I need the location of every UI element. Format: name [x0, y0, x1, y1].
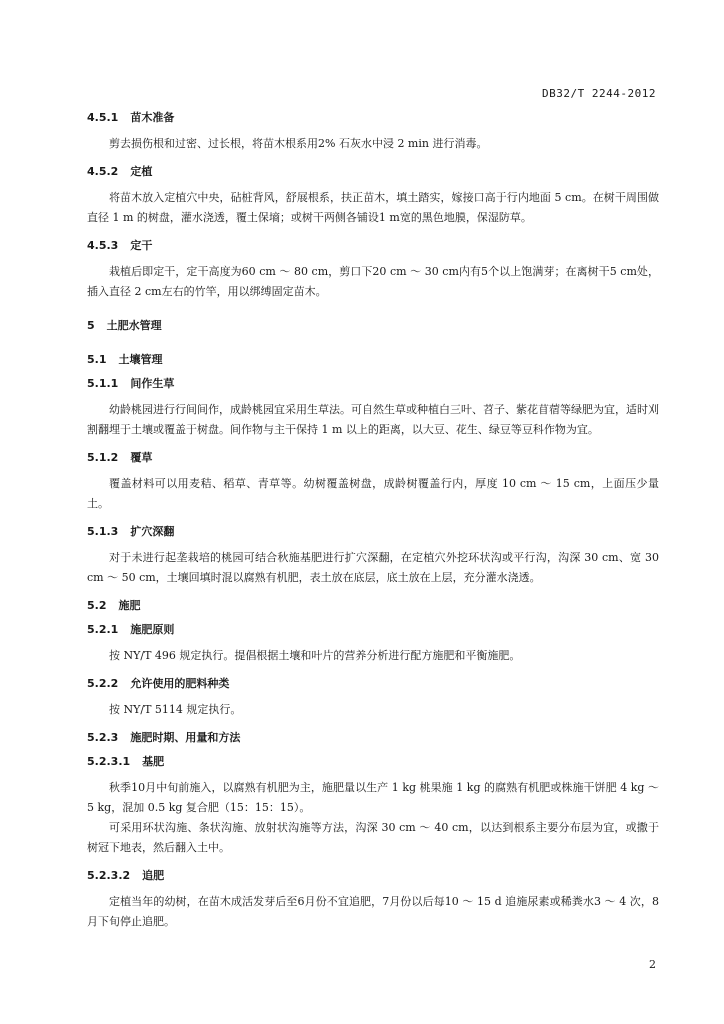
- section-number: 5.2.3.1: [87, 755, 131, 768]
- section-4-5-2: [87, 164, 659, 228]
- section-number: 5.2.3: [87, 731, 119, 744]
- section-5-2-3-2: [87, 868, 659, 932]
- section-heading: [87, 376, 659, 392]
- section-5-2-1: [87, 622, 659, 666]
- section-heading: [87, 754, 659, 770]
- section-number: 4.5.3: [87, 239, 119, 252]
- section-number: 4.5.2: [87, 165, 119, 178]
- section-heading: [87, 352, 659, 368]
- paragraph: 剪去损伤根和过密、过长根，将苗木根系用2% 石灰水中浸 2 min 进行消毒。: [109, 137, 488, 150]
- section-heading: [87, 524, 659, 540]
- section-heading: [87, 868, 659, 884]
- section-title: 土壤管理: [118, 353, 163, 366]
- section-heading: [87, 730, 659, 746]
- section-heading: [87, 110, 659, 126]
- section-title: 施肥: [118, 599, 141, 612]
- section-number: 5.2.2: [87, 677, 119, 690]
- section-number: 5.2.1: [87, 623, 119, 636]
- section-number: 5.1.3: [87, 525, 119, 538]
- section-title: 施肥时期、用量和方法: [130, 731, 241, 744]
- section-5-1: [87, 352, 659, 368]
- paragraph: 将苗木放入定植穴中央，砧桩背风，舒展根系，扶正苗木，填土踏实，嫁接口高于行内地面 5 cm。在树干周围做直径 1 m 的树盘，灌水浇透，覆土保墒；或树干两侧各铺设1 m宽的黑色地膜，保湿防草。: [87, 191, 659, 224]
- document-body: [87, 110, 659, 932]
- section-title: 间作生草: [130, 377, 175, 390]
- section-number: 5.1: [87, 353, 107, 366]
- section-title: 追肥: [142, 869, 165, 882]
- document-code-header: DB32/T 2244-2012: [542, 87, 656, 100]
- section-number: 4.5.1: [87, 111, 119, 124]
- section-number: 5.1.1: [87, 377, 119, 390]
- section-number: 5.2: [87, 599, 107, 612]
- page-number: 2: [649, 958, 656, 971]
- paragraph: 栽植后即定干，定干高度为60 cm ～ 80 cm，剪口下20 cm ～ 30 cm内有5个以上饱满芽；在离树干5 cm处，插入直径 2 cm左右的竹竿，用以绑缚固定苗木。: [87, 265, 659, 298]
- paragraph: 按 NY/T 5114 规定执行。: [109, 703, 242, 716]
- paragraph: 秋季10月中旬前施入，以腐熟有机肥为主，施肥量以生产 1 kg 桃果施 1 kg 的腐熟有机肥或株施干饼肥 4 kg ～ 5 kg，混加 0.5 kg 复合肥（15：15：15）。: [87, 781, 659, 814]
- section-heading: [87, 318, 659, 334]
- paragraph: 覆盖材料可以用麦秸、稻草、青草等。幼树覆盖树盘，成龄树覆盖行内，厚度 10 cm ～ 15 cm，上面压少量土。: [87, 477, 659, 510]
- section-5-2-2: [87, 676, 659, 720]
- paragraph: 对于未进行起垄栽培的桃园可结合秋施基肥进行扩穴深翻，在定植穴外挖环状沟或平行沟，沟深 30 cm、宽 30 cm ～ 50 cm，土壤回填时混以腐熟有机肥，表土放在底层，底土放在上层，充分灌水浇透。: [87, 551, 659, 584]
- section-5-2: [87, 598, 659, 614]
- section-5-2-3-1: [87, 754, 659, 858]
- section-title: 施肥原则: [130, 623, 175, 636]
- section-number: 5.2.3.2: [87, 869, 131, 882]
- section-number: 5: [87, 319, 95, 332]
- section-title: 允许使用的肥料种类: [130, 677, 230, 690]
- section-heading: [87, 622, 659, 638]
- section-heading: [87, 164, 659, 180]
- section-heading: [87, 676, 659, 692]
- section-5: [87, 318, 659, 334]
- paragraph: 幼龄桃园进行行间间作，成龄桃园宜采用生草法。可自然生草或种植白三叶、苕子、紫花苜蓿等绿肥为宜，适时刈割翻埋于土壤或覆盖于树盘。间作物与主干保持 1 m 以上的距离，以大豆、花生、绿豆等豆科作物为宜。: [87, 403, 659, 436]
- section-5-1-3: [87, 524, 659, 588]
- paragraph: 可采用环状沟施、条状沟施、放射状沟施等方法，沟深 30 cm ～ 40 cm，以达到根系主要分布层为宜，或撒于树冠下地表，然后翻入土中。: [87, 821, 659, 854]
- section-title: 土肥水管理: [106, 319, 162, 332]
- paragraph: 定植当年的幼树，在苗木成活发芽后至6月份不宜追肥，7月份以后每10 ～ 15 d 追施尿素或稀粪水3 ～ 4 次，8月下旬停止追肥。: [87, 895, 659, 928]
- section-heading: [87, 598, 659, 614]
- section-5-2-3: [87, 730, 659, 746]
- section-title: 基肥: [142, 755, 165, 768]
- paragraph: 按 NY/T 496 规定执行。提倡根据土壤和叶片的营养分析进行配方施肥和平衡施肥。: [109, 649, 521, 662]
- section-heading: [87, 450, 659, 466]
- section-4-5-1: [87, 110, 659, 154]
- section-5-1-1: [87, 376, 659, 440]
- section-title: 扩穴深翻: [130, 525, 175, 538]
- section-5-1-2: [87, 450, 659, 514]
- section-number: 5.1.2: [87, 451, 119, 464]
- section-title: 苗木准备: [130, 111, 175, 124]
- section-title: 定植: [130, 165, 153, 178]
- section-4-5-3: [87, 238, 659, 302]
- section-title: 覆草: [130, 451, 153, 464]
- section-title: 定干: [130, 239, 153, 252]
- section-heading: [87, 238, 659, 254]
